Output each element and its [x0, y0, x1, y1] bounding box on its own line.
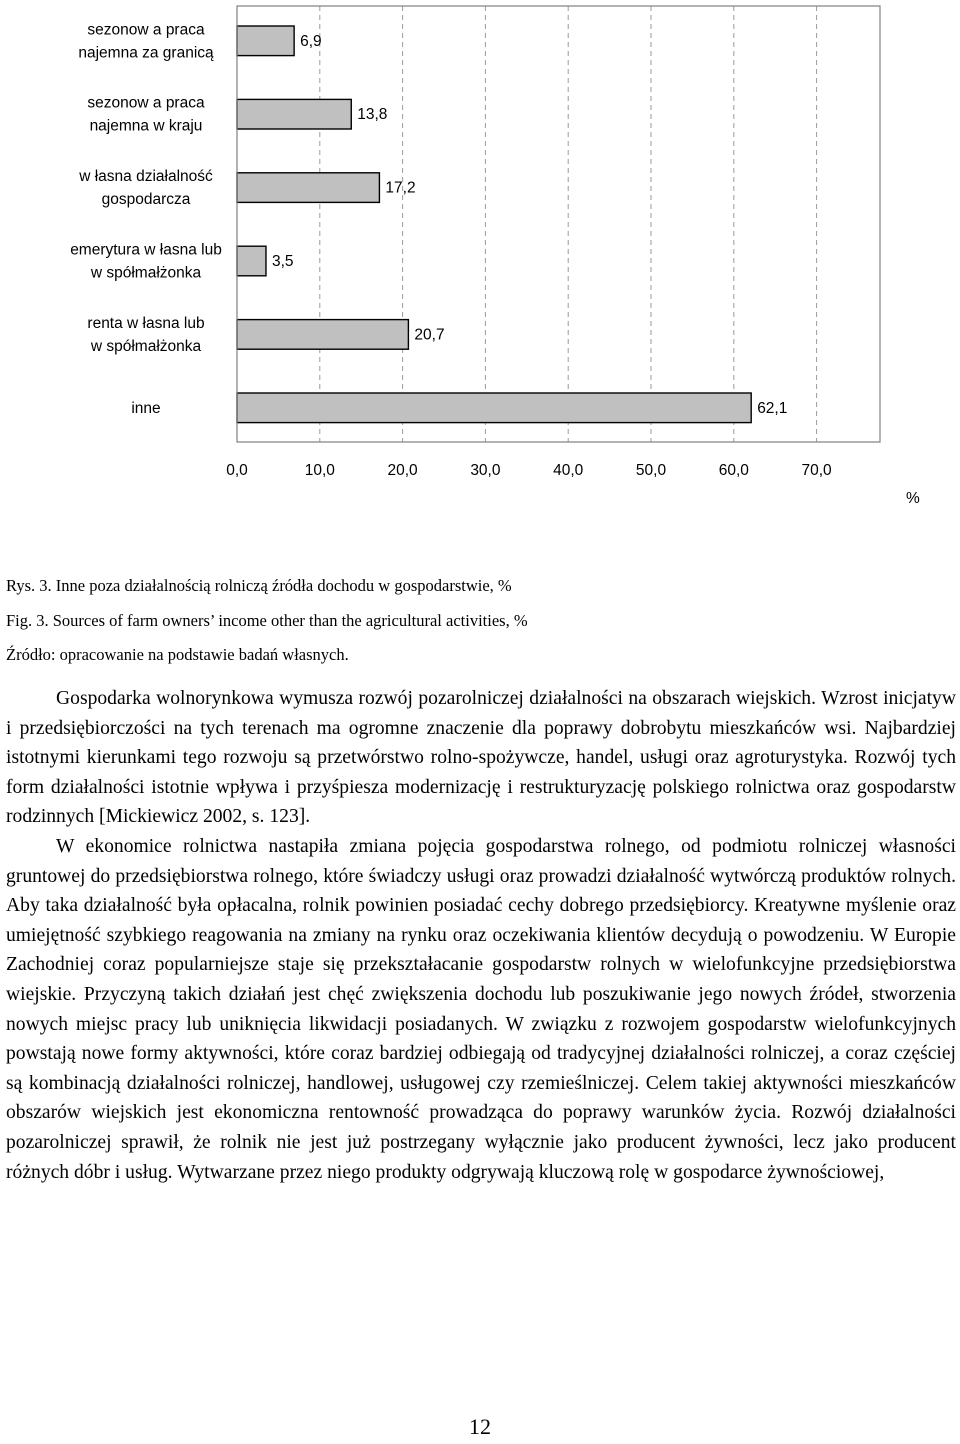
chart-gridlines — [320, 6, 817, 442]
bar-value-label: 62,1 — [757, 399, 788, 417]
x-tick-label: 20,0 — [387, 462, 418, 479]
paragraph-1: Gospodarka wolnorynkowa wymusza rozwój pozarolniczej działalności na obszarach wiejskich. Wzrost inicjatyw i przedsiębiorczości na tych terenach ma ogromne znaczenie dla poprawy dobrobytu mieszkańców wsi. Najbardziej istotnymi kierunkami tego rozwoju są przetwórstwo rolno-spożywcze, handel, usługi oraz agroturystyka. Rozwój tych form działalności istotnie wpływa i przyśpiesza modernizację i restrukturyzację polskiego rolnictwa oraz gospodarstw rodzinnych [Mickiewicz 2002, s. 123]. — [6, 688, 956, 828]
bar-value-label: 6,9 — [300, 32, 322, 50]
category-label: w spółmałżonka — [90, 337, 202, 355]
x-tick-label: 50,0 — [635, 462, 667, 479]
chart-value-labels — [272, 33, 787, 417]
chart-bars — [237, 26, 751, 423]
bar — [237, 320, 408, 350]
bar-value-label: 17,2 — [385, 179, 416, 197]
figure-caption-english: Fig. 3. Sources of farm owners’ income other than the agricultural activities, % — [6, 611, 528, 630]
x-axis-label: % — [906, 490, 920, 507]
page-number: 12 — [469, 1414, 491, 1439]
bar — [237, 246, 266, 276]
article-body — [6, 684, 956, 1187]
x-tick-label: 0,0 — [226, 462, 248, 479]
category-label: najemna za granicą — [78, 44, 214, 62]
paragraph-2: W ekonomice rolnictwa nastapiła zmiana pojęcia gospodarstwa rolnego, od podmiotu rolniczej własności gruntowej do przedsiębiorstwa rolnego, które świadczy usługi oraz prowadzi działalność wytwórczą produktów rolnych. Aby taka działalność była opłacalna, rolnik powinien posiadać cechy dobrego przedsiębiorcy. Kreatywne myślenie oraz umiejętność szybkiego reagowania na zmiany na rynku oraz oczekiwania klientów decydują o powodzeniu. W Europie Zachodniej coraz popularniejsze staje się przekształacanie gospodarstw rolnych w wielofunkcyjne przedsiębiorstwa wiejskie. Przyczyną takich działań jest chęć zwiększenia dochodu lub poszukiwanie jego nowych źródeł, stworzenia nowych miejsc pracy lub uniknięcia likwidacji posiadanych. W związku z rozwojem gospodarstw wielofunkcyjnych powstają nowe formy aktywności, które coraz bardziej odbiegają od tradycyjnej działalności rolniczej, a coraz częściej są kombinacją działalności rolniczej, handlowej, usługowej czy rzemieślniczej. Celem takiej aktywności mieszkańców obszarów wiejskich jest ekonomiczna rentowność prowadząca do poprawy warunków życia. Rozwój działalności pozarolniczej sprawił, że rolnik nie jest już postrzegany wyłącznie jako producent żywności, lecz jako producent różnych dóbr i usług. Wytwarzane przez niego produkty odgrywają kluczową rolę w gospodarce żywnościowej, — [6, 835, 956, 1183]
bar-value-label: 3,5 — [271, 253, 294, 270]
x-tick-label: 60,0 — [718, 462, 749, 479]
x-tick-label: 70,0 — [801, 462, 832, 479]
bar — [237, 99, 351, 129]
income-sources-bar-chart — [0, 0, 960, 520]
x-tick-label: 30,0 — [470, 462, 501, 479]
chart-category-labels — [70, 21, 222, 417]
figure-source-note: Źródło: opracowanie na podstawie badań własnych. — [6, 645, 349, 664]
bar — [237, 26, 294, 56]
bar-value-label: 13,8 — [357, 106, 388, 124]
category-label: gospodarcza — [101, 191, 191, 209]
category-label: emerytura w łasna lub — [70, 241, 222, 259]
category-label: renta w łasna lub — [87, 314, 205, 332]
x-tick-label: 10,0 — [304, 462, 335, 479]
category-label: w łasna działalność — [79, 168, 213, 186]
category-label: sezonow a praca — [87, 21, 205, 39]
x-tick-label: 40,0 — [553, 462, 584, 479]
bar — [237, 173, 379, 203]
chart-x-tick-labels — [226, 462, 832, 479]
category-label: inne — [131, 399, 161, 417]
category-label: sezonow a praca — [87, 94, 205, 112]
plot-area-frame — [237, 6, 880, 442]
bar-value-label: 20,7 — [414, 326, 445, 344]
category-label: najemna w kraju — [89, 117, 203, 135]
bar — [237, 393, 751, 423]
figure-caption-polish: Rys. 3. Inne poza działalnością rolniczą źródła dochodu w gospodarstwie, % — [6, 576, 512, 595]
category-label: w spółmałżonka — [90, 264, 202, 282]
